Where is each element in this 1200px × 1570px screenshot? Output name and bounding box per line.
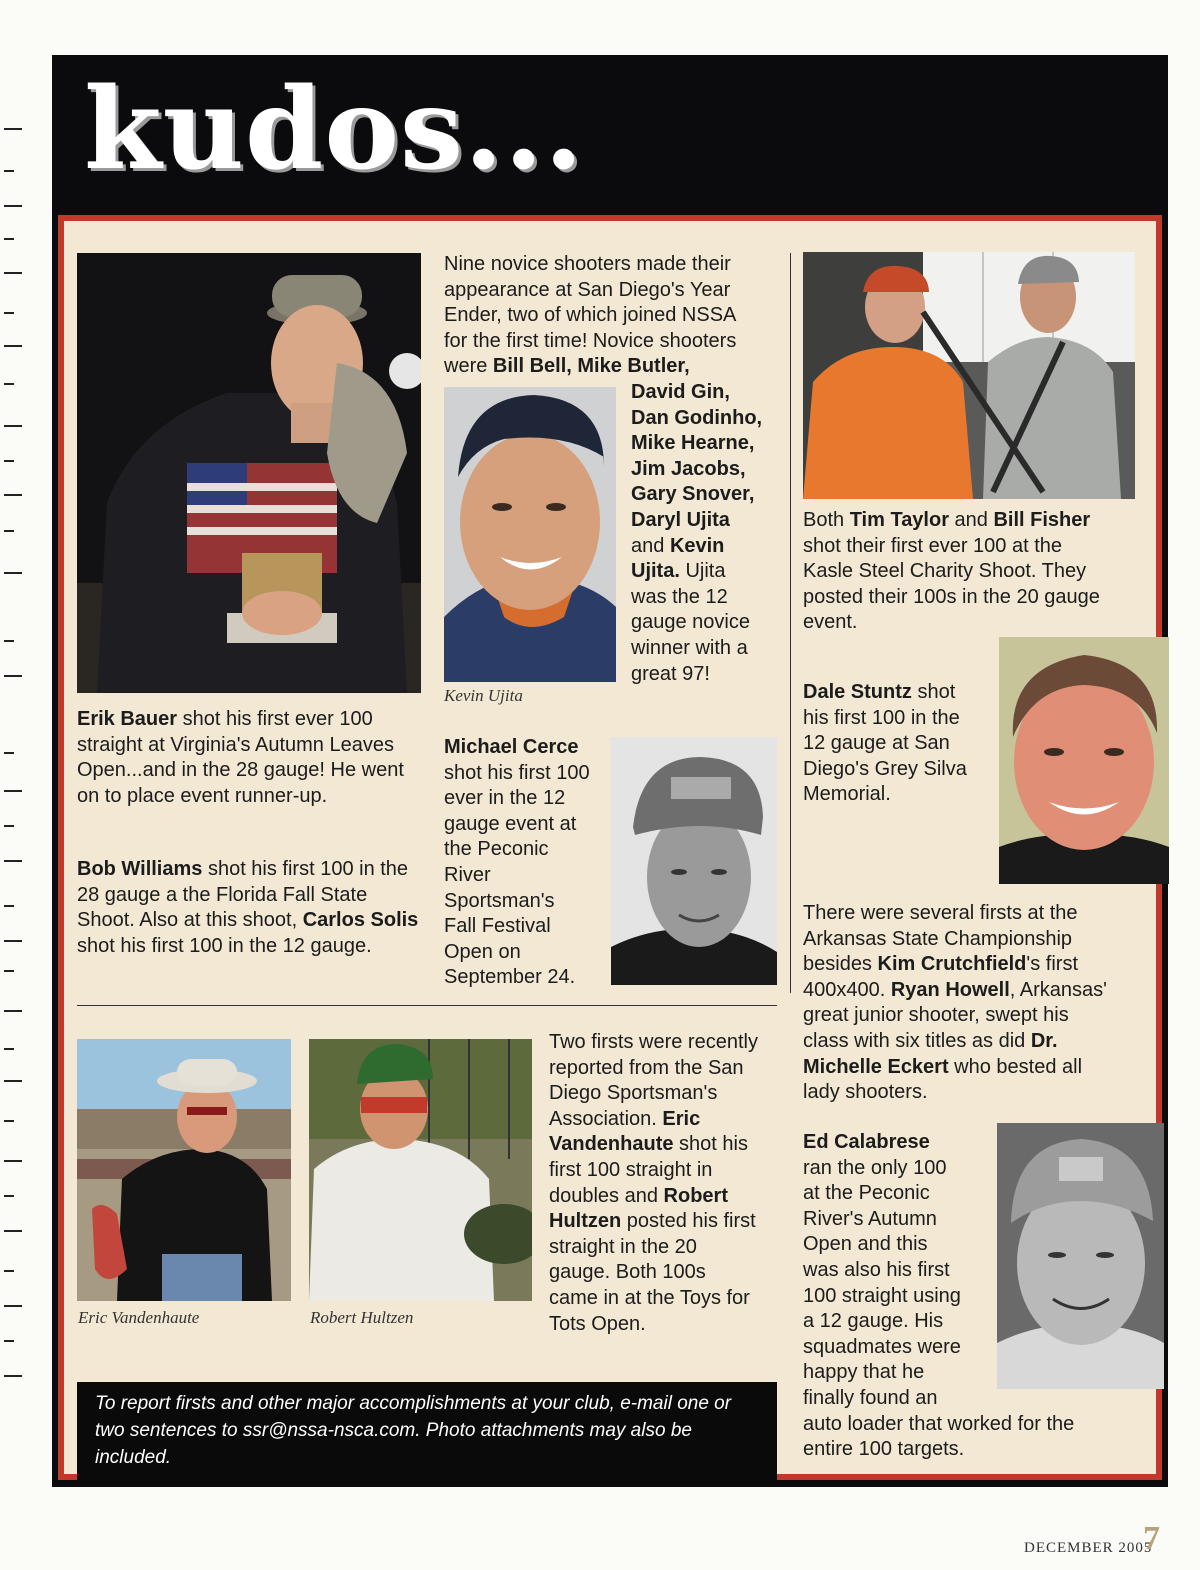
name-bill-fisher: Bill Fisher: [993, 509, 1091, 531]
caption-kevin-ujita: Kevin Ujita: [444, 686, 523, 705]
submission-notice-box: [77, 1382, 777, 1482]
name-robert-hultzen: Hultzen: [549, 1210, 622, 1233]
header-banner: [52, 55, 1168, 215]
name-ryan-howell: Ryan Howell: [890, 978, 1010, 1001]
san-diego-story: Two firsts were recently reported from the San Diego Sportsman's Association. Eric Vandenhaute shot his first 100 straight in doubles and Robert Hultzen posted his first straight in the 20 gauge. Both 100s came in at the Toys for Tots Open.: [549, 1031, 758, 1335]
name-michael-cerce: Michael Cerce: [444, 736, 579, 758]
caption-eric-vandenhaute: Eric Vandenhaute: [78, 1308, 200, 1327]
michael-cerce-story: Michael Cerce shot his first 100 ever in the 12 gauge event at the Peconic River Sportsman's Fall Festival Open on September 24.: [444, 736, 590, 989]
bob-williams-story: Bob Williams shot his first 100 in the 28 gauge a the Florida Fall State Shoot. Also at this shoot, Carlos Solis shot his first 100 in the 12 gauge.: [77, 858, 419, 957]
name-bob-williams: Bob Williams: [77, 858, 203, 880]
novice-intro: Nine novice shooters made their appearance at San Diego's Year Ender, two of which joined NSSA for the first time! Novice shooters were Bill Bell, Mike Butler,: [444, 253, 737, 378]
name-eric-vandenhaute: Vandenhaute: [549, 1133, 674, 1156]
photo-taylor-fisher: [803, 252, 1135, 499]
name-tim-taylor: Tim Taylor: [849, 509, 949, 531]
photo-michael-cerce: [611, 737, 777, 985]
photo-kevin-ujita: [444, 387, 616, 682]
caption-robert-hultzen: Robert Hultzen: [310, 1308, 414, 1327]
photo-eric-vandenhaute: [77, 1039, 291, 1301]
taylor-fisher-story: Both Tim Taylor and Bill Fisher shot their first ever 100 at the Kasle Steel Charity Shoot. They posted their 100s in the 20 gauge event.: [803, 509, 1100, 634]
page-number: 7: [1143, 1520, 1160, 1557]
photo-erik-bauer: [77, 253, 421, 693]
name-carlos-solis: Carlos Solis: [302, 909, 419, 932]
name-dale-stuntz: Dale Stuntz: [803, 681, 912, 703]
photo-dale-stuntz: [999, 637, 1169, 884]
column-divider: [790, 253, 791, 993]
dale-stuntz-story: Dale Stuntz shot his first 100 in the 12 gauge at San Diego's Grey Silva Memorial.: [803, 681, 967, 806]
erik-bauer-story: Erik Bauer shot his first ever 100 straight at Virginia's Autumn Leaves Open...and in the 28 gauge! He went on to place event runner-up.: [77, 708, 404, 807]
name-ed-calabrese: Ed Calabrese: [803, 1131, 930, 1153]
folio-date: DECEMBER 2005: [1024, 1540, 1153, 1556]
name-kim-crutchfield: Kim Crutchfield: [877, 953, 1027, 976]
arkansas-story: There were several firsts at the Arkansas State Championship besides Kim Crutchfield's first 400x400. Ryan Howell, Arkansas' great junior shooter, swept his class with six titles as did Dr. Michelle Eckert who bested all lady shooters.: [803, 902, 1107, 1104]
submission-notice-text: To report firsts and other major accomplishments at your club, e-mail one or two sentences to ssr@nssa-nsca.com. Photo attachments may also be included.: [95, 1393, 732, 1468]
section-divider: [77, 1005, 777, 1006]
photo-robert-hultzen: [309, 1039, 532, 1301]
novice-names-lead: Bill Bell, Mike Butler,: [492, 355, 690, 378]
novice-names-list: David Gin, Dan Godinho, Mike Hearne, Jim Jacobs, Gary Snover, Daryl Ujita and Kevin Ujita. Ujita was the 12 gauge novice winner with a great 97!: [631, 381, 763, 685]
page-title: kudos...: [84, 64, 585, 195]
name-erik-bauer: Erik Bauer: [77, 708, 178, 730]
ed-calabrese-story: Ed Calabrese ran the only 100 at the Peconic River's Autumn Open and this was also his first 100 straight using a 12 gauge. His squadmates were happy that he finally found an auto loader that worked for the entire 100 targets.: [803, 1131, 1075, 1461]
name-michelle-eckert: Michelle Eckert: [803, 1055, 949, 1078]
